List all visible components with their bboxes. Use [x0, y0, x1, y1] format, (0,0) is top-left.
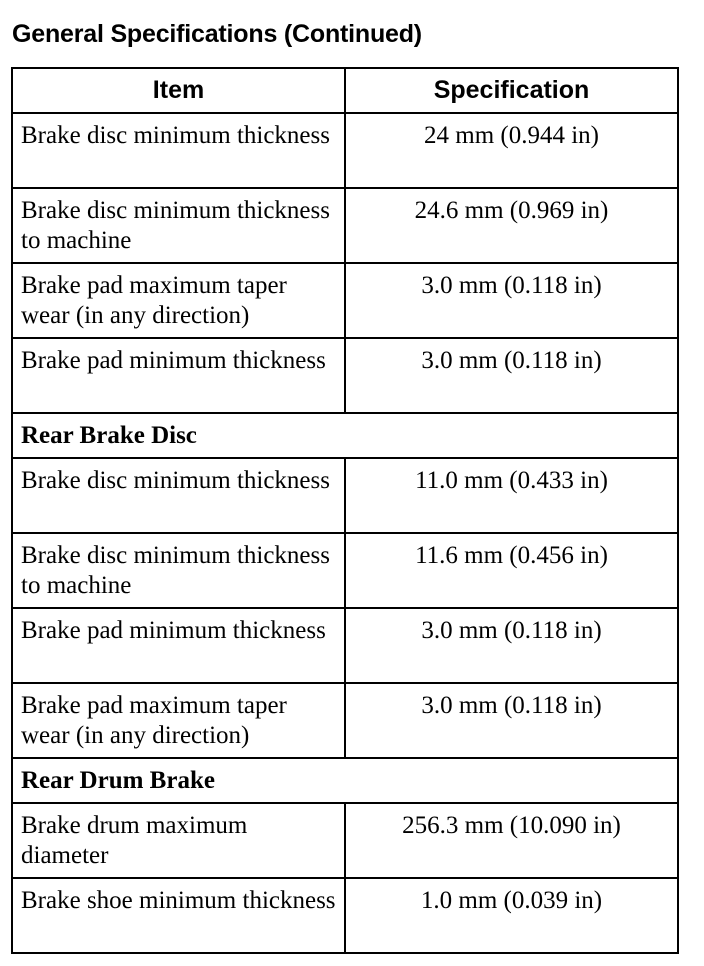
section-heading-rear-drum-brake: Rear Drum Brake — [12, 758, 678, 803]
item-cell: Brake disc minimum thickness to machine — [12, 533, 345, 608]
table-row — [12, 188, 678, 263]
page-title: General Specifications (Continued) — [12, 20, 422, 48]
table-row — [12, 338, 678, 413]
specification-cell: 11.6 mm (0.456 in) — [345, 533, 678, 608]
column-header-item: Item — [12, 68, 345, 113]
table-row — [12, 683, 678, 758]
specification-cell: 1.0 mm (0.039 in) — [345, 878, 678, 953]
specification-cell: 11.0 mm (0.433 in) — [345, 458, 678, 533]
item-cell: Brake pad maximum taper wear (in any direction) — [12, 263, 345, 338]
table-row — [12, 458, 678, 533]
column-header-specification: Specification — [345, 68, 678, 113]
item-cell: Brake disc minimum thickness — [12, 458, 345, 533]
table-row — [12, 878, 678, 953]
specification-cell: 3.0 mm (0.118 in) — [345, 338, 678, 413]
table-row — [12, 803, 678, 878]
item-cell: Brake disc minimum thickness to machine — [12, 188, 345, 263]
specification-cell: 24.6 mm (0.969 in) — [345, 188, 678, 263]
specification-cell: 256.3 mm (10.090 in) — [345, 803, 678, 878]
item-cell: Brake pad maximum taper wear (in any direction) — [12, 683, 345, 758]
item-cell: Brake disc minimum thickness — [12, 113, 345, 188]
specification-cell: 3.0 mm (0.118 in) — [345, 683, 678, 758]
item-cell: Brake pad minimum thickness — [12, 338, 345, 413]
table-row — [12, 113, 678, 188]
item-cell: Brake drum maximum diameter — [12, 803, 345, 878]
section-row — [12, 413, 678, 458]
item-cell: Brake shoe minimum thickness — [12, 878, 345, 953]
specification-cell: 3.0 mm (0.118 in) — [345, 263, 678, 338]
specifications-table — [11, 67, 679, 954]
specification-cell: 24 mm (0.944 in) — [345, 113, 678, 188]
specification-cell: 3.0 mm (0.118 in) — [345, 608, 678, 683]
table-row — [12, 533, 678, 608]
section-heading-rear-brake-disc: Rear Brake Disc — [12, 413, 678, 458]
table-row — [12, 608, 678, 683]
table-header-row — [12, 68, 678, 113]
item-cell: Brake pad minimum thickness — [12, 608, 345, 683]
section-row — [12, 758, 678, 803]
table-row — [12, 263, 678, 338]
